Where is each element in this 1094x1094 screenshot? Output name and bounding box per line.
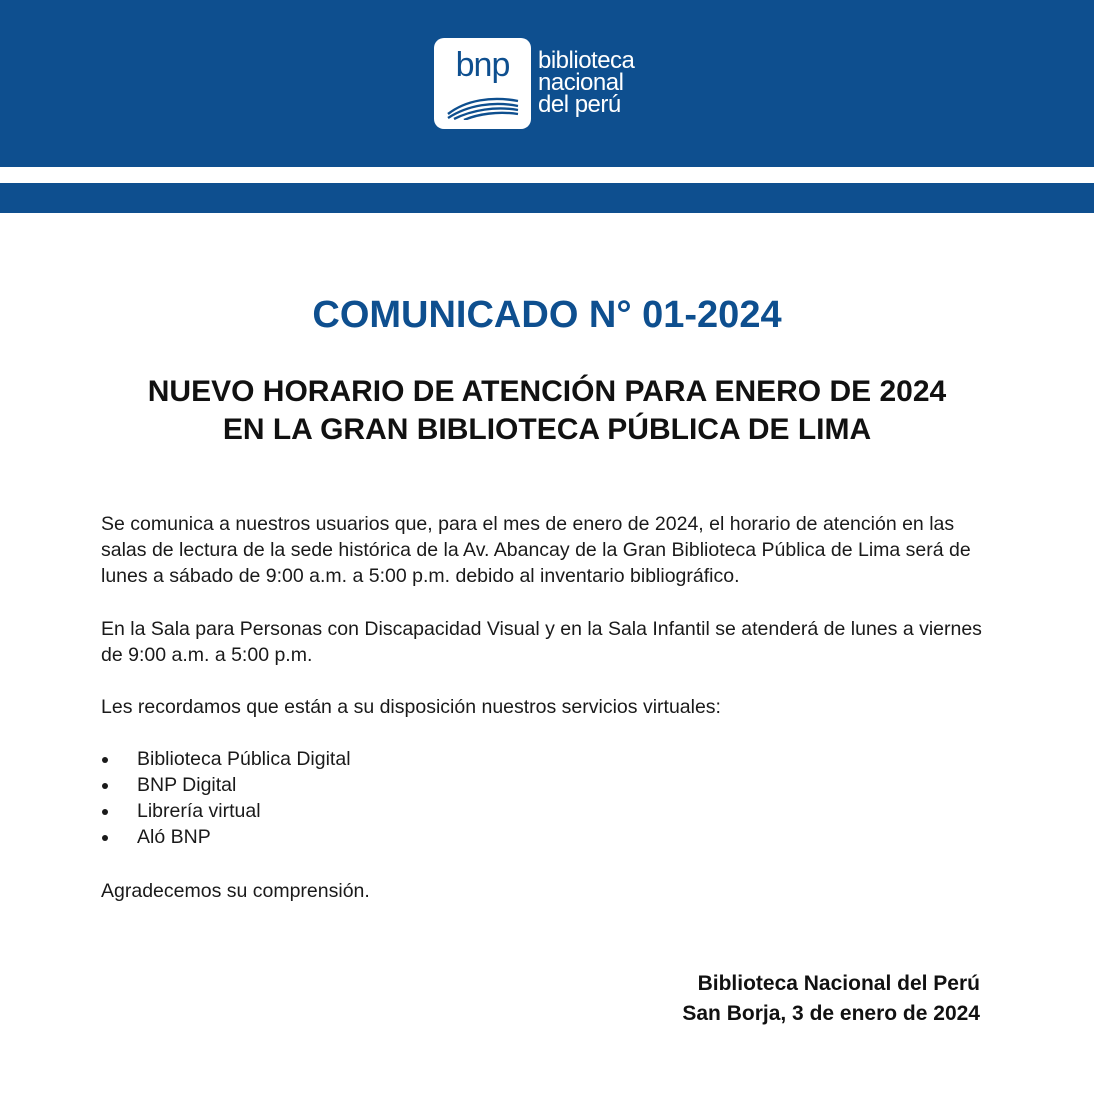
list-item: [101, 798, 351, 824]
bullet-icon: [102, 757, 108, 763]
paragraph-schedule: Se comunica a nuestros usuarios que, para el mes de enero de 2024, el horario de atención en las salas de lectura de la sede histórica de la Av. Abancay de la Gran Biblioteca Pública de Lima será de lunes a sábado de 9:00 a.m. a 5:00 p.m. debido al inventario bibliográfico.: [101, 513, 971, 587]
subtitle-line-2: EN LA GRAN BIBLIOTECA PÚBLICA DE LIMA: [222, 413, 872, 446]
service-label: Biblioteca Pública Digital: [137, 748, 351, 770]
service-label: Librería virtual: [137, 800, 261, 822]
paragraph-thanks: Agradecemos su comprensión.: [101, 880, 370, 902]
services-list: [101, 746, 351, 850]
list-item: [101, 824, 351, 850]
paragraph-special-rooms: En la Sala para Personas con Discapacidad Visual y en la Sala Infantil se atenderá de lunes a viernes de 9:00 a.m. a 5:00 p.m.: [101, 618, 982, 666]
header-stripe: [0, 183, 1094, 213]
book-waves-icon: [444, 88, 521, 120]
logo-name-line-1: biblioteca: [538, 47, 635, 74]
service-label: BNP Digital: [137, 774, 237, 796]
list-item: [101, 746, 351, 772]
list-item: [101, 772, 351, 798]
header-banner: [0, 0, 1094, 167]
logo-name: [538, 47, 635, 118]
bullet-icon: [102, 783, 108, 789]
paragraph-virtual-services: Les recordamos que están a su disposición nuestros servicios virtuales:: [101, 696, 721, 718]
bullet-icon: [102, 835, 108, 841]
document-subtitle: [0, 373, 1094, 449]
document-title: COMUNICADO N° 01-2024: [312, 294, 782, 336]
service-label: Aló BNP: [137, 826, 211, 848]
logo-name-line-2: nacional: [538, 69, 624, 96]
subtitle-line-1: NUEVO HORARIO DE ATENCIÓN PARA ENERO DE 2024: [147, 375, 947, 408]
signature-place-date: San Borja, 3 de enero de 2024: [682, 1002, 980, 1025]
bnp-logo: [434, 38, 531, 129]
signature-organization: Biblioteca Nacional del Perú: [697, 972, 980, 995]
logo-name-line-3: del perú: [538, 91, 621, 118]
logo-abbr: bnp: [455, 46, 510, 84]
bullet-icon: [102, 809, 108, 815]
signature: [682, 969, 980, 1029]
